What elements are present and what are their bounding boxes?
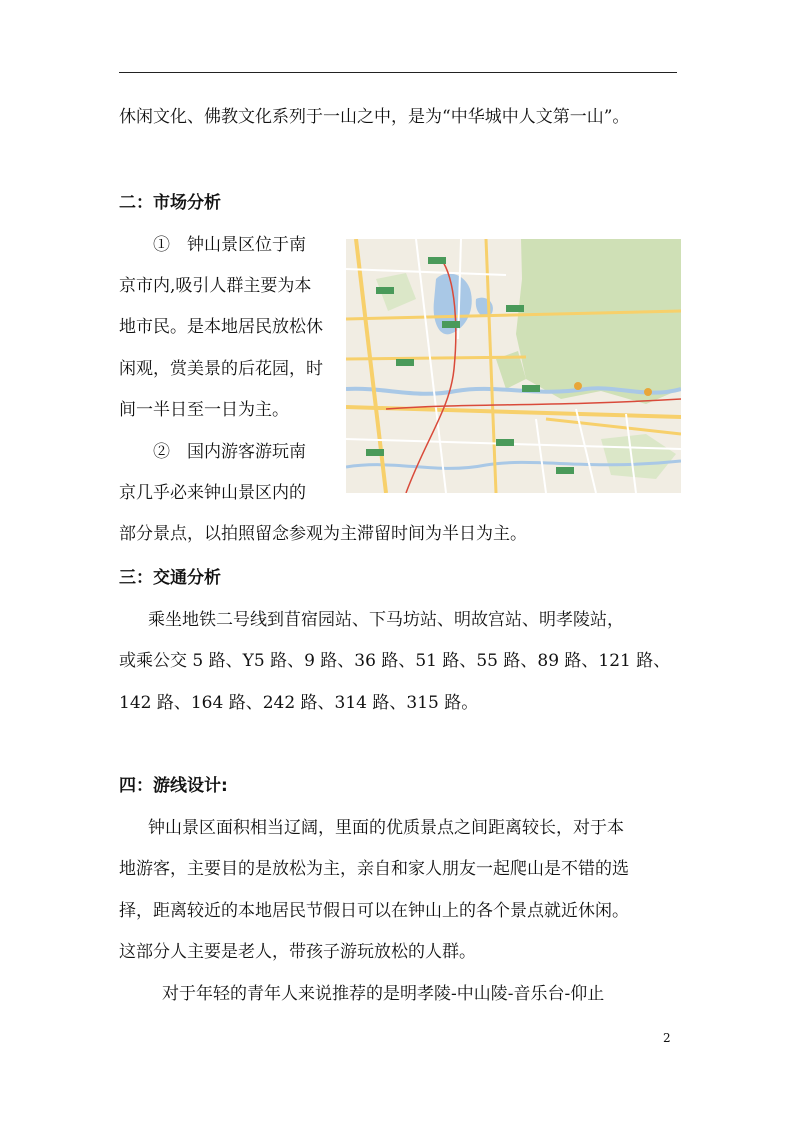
- continuation-line: 休闲文化、佛教文化系列于一山之中，是为“中华城中人文第一山”。: [119, 107, 630, 127]
- paragraph-line: 京几乎必来钟山景区内的: [119, 483, 306, 503]
- paragraph-line: 这部分人主要是老人，带孩子游玩放松的人群。: [119, 942, 476, 962]
- paragraph-line: 择，距离较近的本地居民节假日可以在钟山上的各个景点就近休闲。: [119, 901, 629, 921]
- paragraph-line: 对于年轻的青年人来说推荐的是明孝陵-中山陵-音乐台-仰止: [162, 984, 605, 1004]
- paragraph-line: 或乘公交 5 路、Y5 路、9 路、36 路、51 路、55 路、89 路、121 路、: [119, 651, 671, 671]
- paragraph-line: 间一半日至一日为主。: [119, 400, 289, 420]
- paragraph-line: 钟山景区面积相当辽阔，里面的优质景点之间距离较长，对于本: [148, 818, 624, 838]
- paragraph-line: 乘坐地铁二号线到苜宿园站、下马坊站、明故宫站、明孝陵站，: [148, 610, 624, 630]
- paragraph-line: 142 路、164 路、242 路、314 路、315 路。: [119, 693, 479, 713]
- paragraph-line: 地市民。是本地居民放松休: [119, 317, 323, 337]
- section-heading-route-design: 四：游线设计:: [119, 776, 228, 796]
- paragraph-line: 部分景点，以拍照留念参观为主滞留时间为半日为主。: [119, 524, 527, 544]
- page-number: 2: [663, 1031, 671, 1045]
- section-heading-traffic-analysis: 三：交通分析: [119, 568, 221, 588]
- paragraph-line: 京市内,吸引人群主要为本: [119, 276, 312, 296]
- paragraph-line: 地游客，主要目的是放松为主，亲自和家人朋友一起爬山是不错的选: [119, 859, 629, 879]
- paragraph-line: 闲观，赏美景的后花园，时: [119, 359, 323, 379]
- paragraph-line: ② 国内游客游玩南: [153, 442, 306, 462]
- header-rule: [119, 72, 677, 73]
- section-heading-market-analysis: 二：市场分析: [119, 193, 221, 213]
- city-map-image: [346, 239, 681, 493]
- paragraph-line: ① 钟山景区位于南: [153, 235, 306, 255]
